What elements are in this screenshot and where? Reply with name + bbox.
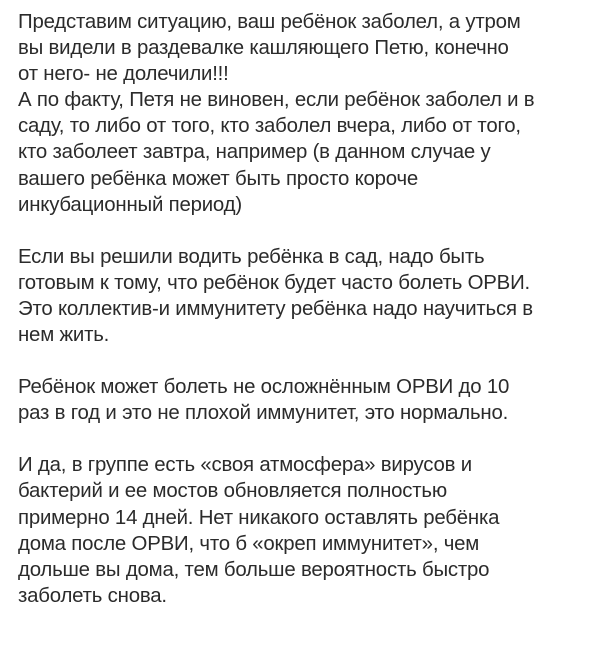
text-line: дольше вы дома, тем больше вероятность быстро <box>18 558 490 581</box>
paragraph-2 <box>18 244 588 348</box>
post-text <box>18 9 588 609</box>
text-line: готовым к тому, что ребёнок будет часто болеть ОРВИ. <box>18 271 530 294</box>
paragraph-gap <box>18 426 588 452</box>
paragraph-gap <box>18 218 588 244</box>
text-line: заболеть снова. <box>18 584 167 607</box>
text-line: Ребёнок может болеть не осложнённым ОРВИ до 10 <box>18 376 510 399</box>
text-line: Если вы решили водить ребёнка в сад, надо быть <box>18 245 485 268</box>
text-line: нем жить. <box>18 324 110 347</box>
paragraph-gap <box>18 348 588 374</box>
text-line: вашего ребёнка может быть просто короче <box>18 167 419 190</box>
paragraph-1 <box>18 9 588 218</box>
text-line: кто заболеет завтра, например (в данном случае у <box>18 141 491 164</box>
text-line: А по факту, Петя не виновен, если ребёнок заболел и в <box>18 89 535 112</box>
paragraph-4 <box>18 452 588 609</box>
paragraph-3 <box>18 374 588 426</box>
text-line: от него- не долечили!!! <box>18 63 229 86</box>
text-line: саду, то либо от того, кто заболел вчера, либо от того, <box>18 115 521 138</box>
text-line: раз в год и это не плохой иммунитет, это нормально. <box>18 402 509 425</box>
text-line: примерно 14 дней. Нет никакого оставлять ребёнка <box>18 506 500 529</box>
text-line: И да, в группе есть «своя атмосфера» вирусов и <box>18 454 472 477</box>
text-line: вы видели в раздевалке кашляющего Петю, конечно <box>18 37 509 60</box>
text-line: Это коллектив-и иммунитету ребёнка надо научиться в <box>18 297 533 320</box>
text-line: инкубационный период) <box>18 193 242 216</box>
text-line: дома после ОРВИ, что б «окреп иммунитет», чем <box>18 532 480 555</box>
text-line: Представим ситуацию, ваш ребёнок заболел, а утром <box>18 11 521 33</box>
text-line: бактерий и ее мостов обновляется полностью <box>18 480 447 503</box>
